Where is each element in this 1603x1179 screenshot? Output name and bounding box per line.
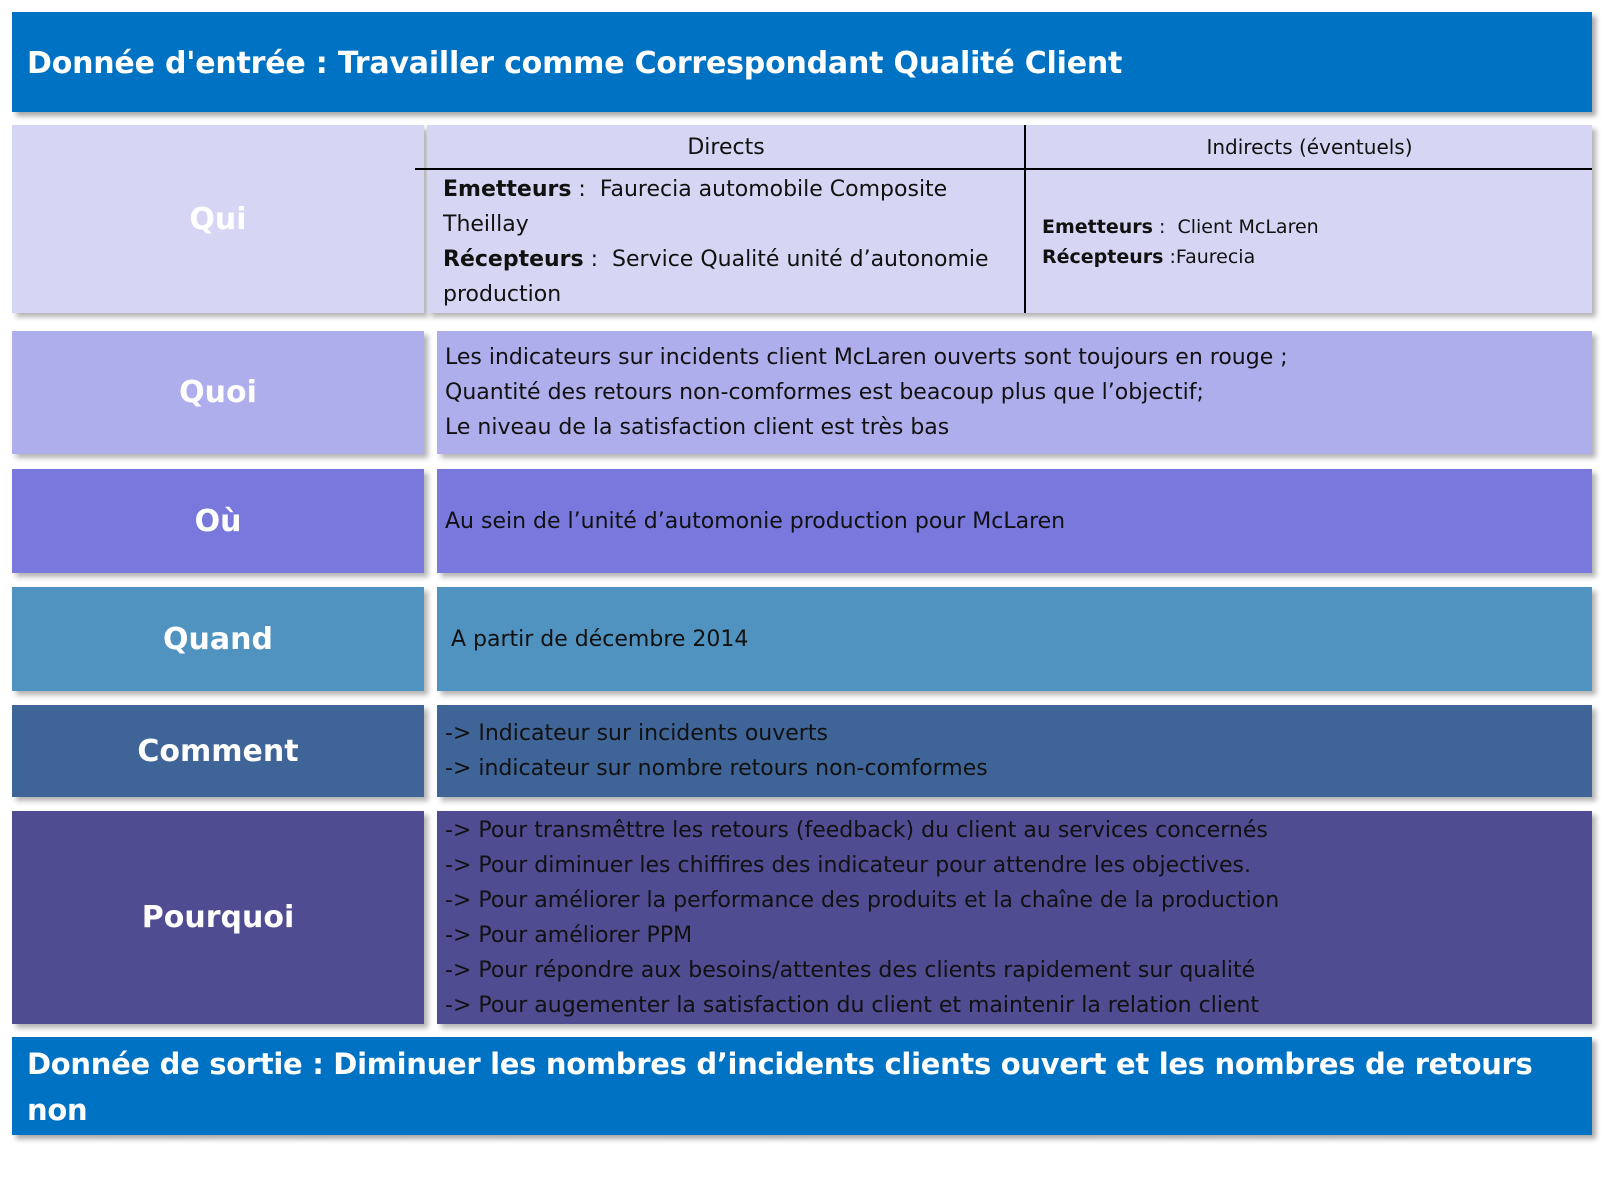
ou-label: Où bbox=[194, 503, 242, 539]
directs-emetteurs-label: Emetteurs bbox=[443, 177, 572, 202]
quoi-content bbox=[437, 331, 1592, 454]
pourquoi-line: -> Pour améliorer la performance des produits et la chaîne de la production bbox=[445, 887, 1280, 913]
indirects-emetteurs-value: Client McLaren bbox=[1177, 216, 1319, 238]
quand-label: Quand bbox=[163, 621, 273, 657]
indirects-heading-text: Indirects (éventuels) bbox=[1206, 135, 1413, 159]
output-data-line: Donnée de sortie : Diminuer les nombres d’incidents clients ouvert et les nombres de retours non bbox=[27, 1047, 1533, 1127]
comment-line: -> indicateur sur nombre retours non-comformes bbox=[445, 756, 988, 781]
qui-directs-cell bbox=[437, 172, 1020, 312]
directs-heading-text: Directs bbox=[687, 134, 765, 160]
indirects-emetteurs: Emetteurs : Client McLaren bbox=[1042, 216, 1319, 238]
row-label-pourquoi bbox=[12, 811, 424, 1024]
quand-line: A partir de décembre 2014 bbox=[451, 626, 749, 652]
quoi-label: Quoi bbox=[179, 375, 257, 410]
row-label-comment bbox=[12, 705, 424, 797]
pourquoi-label: Pourquoi bbox=[141, 900, 295, 935]
input-data-header bbox=[12, 12, 1592, 112]
output-data-line: comformité; Améliorer la performance du produit et augementer la satisfaction du client bbox=[27, 1139, 1459, 1173]
comment-content bbox=[437, 705, 1592, 797]
ou-content bbox=[437, 469, 1592, 573]
directs-emetteurs-value: Faurecia automobile Composite Theillay bbox=[443, 177, 948, 237]
qui-header-divider bbox=[415, 168, 1592, 170]
qui-column-divider bbox=[1024, 125, 1026, 313]
output-data-footer bbox=[12, 1037, 1592, 1173]
qui-indirects-heading bbox=[1027, 125, 1592, 169]
directs-recepteurs: Récepteurs : Service Qualité unité d’autonomie production bbox=[443, 247, 989, 307]
quand-content bbox=[437, 587, 1592, 691]
row-label-qui bbox=[12, 125, 424, 313]
quoi-line: Le niveau de la satisfaction client est très bas bbox=[445, 415, 950, 440]
qui-directs-heading bbox=[427, 125, 1025, 169]
quoi-line: Les indicateurs sur incidents client McLaren ouverts sont toujours en rouge ; bbox=[445, 345, 1288, 370]
indirects-recepteurs-label: Récepteurs bbox=[1042, 246, 1164, 268]
qui-label: Qui bbox=[189, 201, 247, 237]
pourquoi-line: -> Pour répondre aux besoins/attentes des clients rapidement sur qualité bbox=[445, 957, 1256, 983]
qui-indirects-cell bbox=[1036, 212, 1586, 272]
ou-line: Au sein de l’unité d’automonie production pour McLaren bbox=[445, 508, 1066, 534]
directs-emetteurs: Emetteurs : Faurecia automobile Composite Theillay bbox=[443, 177, 948, 237]
pourquoi-line: -> Pour améliorer PPM bbox=[445, 922, 693, 948]
quoi-line: Quantité des retours non-comformes est beacoup plus que l’objectif; bbox=[445, 380, 1204, 405]
directs-recepteurs-value: Service Qualité unité d’autonomie production bbox=[443, 247, 989, 307]
row-label-quoi bbox=[12, 331, 424, 454]
input-data-title: Donnée d'entrée : Travailler comme Correspondant Qualité Client bbox=[27, 46, 1123, 81]
pourquoi-line: -> Pour augementer la satisfaction du client et maintenir la relation client bbox=[445, 992, 1260, 1018]
directs-recepteurs-label: Récepteurs bbox=[443, 247, 584, 272]
row-label-quand bbox=[12, 587, 424, 691]
indirects-emetteurs-label: Emetteurs bbox=[1042, 216, 1153, 238]
comment-label: Comment bbox=[137, 733, 299, 769]
pourquoi-line: -> Pour transmêttre les retours (feedback) du client au services concernés bbox=[445, 817, 1268, 843]
indirects-recepteurs: Récepteurs :Faurecia bbox=[1042, 246, 1256, 268]
pourquoi-content bbox=[437, 811, 1592, 1024]
comment-line: -> Indicateur sur incidents ouverts bbox=[445, 721, 828, 746]
pourquoi-line: -> Pour diminuer les chiffires des indicateur pour attendre les objectives. bbox=[445, 852, 1251, 878]
indirects-recepteurs-value: Faurecia bbox=[1175, 246, 1256, 268]
row-label-ou bbox=[12, 469, 424, 573]
